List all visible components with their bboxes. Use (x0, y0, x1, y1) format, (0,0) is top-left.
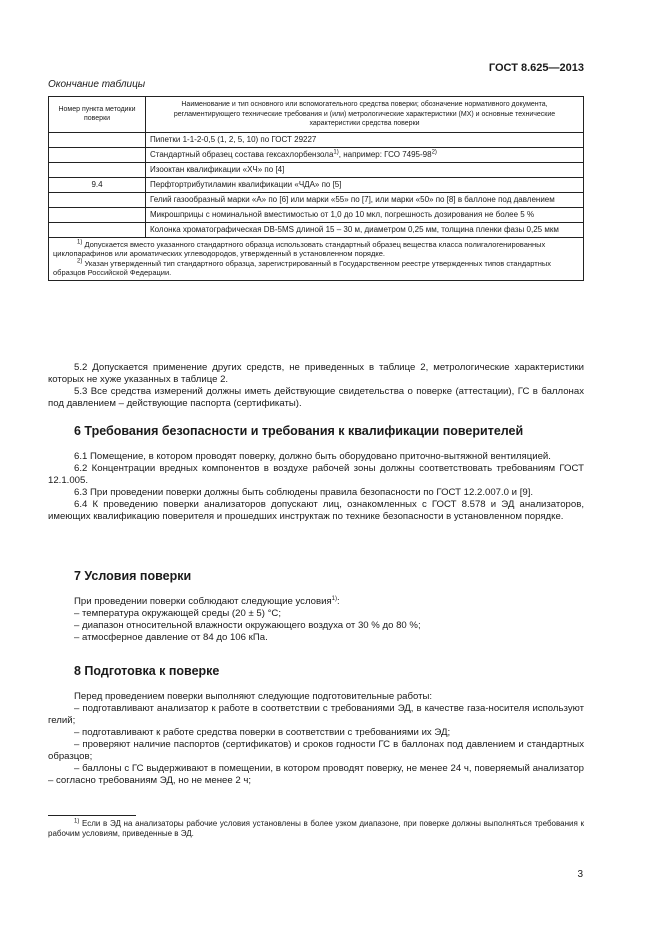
equipment-cell: Пипетки 1-1-2-0,5 (1, 2, 5, 10) по ГОСТ 29227 (146, 132, 584, 147)
section-6 (48, 425, 584, 523)
item-cell (49, 162, 146, 177)
item-cell: 9.4 (49, 177, 146, 192)
footnote-text: Допускается вместо указанного стандартного образца использовать стандартный образец вещества класса полигалогенированных циклопарафинов или ароматических углеводородов, утвержденный в установленном порядке. (53, 239, 546, 258)
col-header-item: Номер пункта методики поверки (49, 97, 146, 133)
list-item: – баллоны с ГС выдерживают в помещении, в котором проводят поверку, не менее 24 ч, поверяемый анализатор – согласно требованиям ЭД, но не менее 2 ч; (48, 763, 584, 786)
section-7 (48, 570, 584, 644)
equipment-cell: Колонка хроматографическая DB-5MS длиной 15 – 30 м, диаметром 0,25 мм, толщина пленки фазы 0,25 мкм (146, 222, 584, 237)
table-footnotes (49, 237, 584, 280)
item-cell (49, 207, 146, 222)
paragraph: 6.2 Концентрации вредных компонентов в воздухе рабочей зоны должны соответствовать требованиям ГОСТ 12.1.005. (48, 463, 584, 486)
page-footnote (48, 819, 584, 839)
item-cell (49, 192, 146, 207)
table-row (49, 222, 584, 237)
paragraph: 5.3 Все средства измерений должны иметь действующие свидетельства о поверке (аттестации), ГС в баллонах под давлением – действующие паспорта (сертификаты). (48, 386, 584, 409)
text: При проведении поверки соблюдают следующие условия (74, 596, 332, 607)
table-row (49, 162, 584, 177)
table-row (49, 192, 584, 207)
table-row (49, 132, 584, 147)
equipment-cell: Гелий газообразный марки «А» по [6] или марки «55» по [7], или марки «50» по [8] в баллоне под давлением (146, 192, 584, 207)
list-item: – температура окружающей среды (20 ± 5) °С; (74, 608, 282, 619)
table-continuation-label: Окончание таблицы (48, 79, 146, 90)
standard-number: ГОСТ 8.625—2013 (488, 62, 584, 74)
footnote-mark: 1) (74, 818, 80, 825)
table-footnote (53, 259, 579, 278)
cell-text: Стандартный образец состава гексахлорбензола (150, 149, 334, 159)
list-item: – атмосферное давление от 84 до 106 кПа. (74, 632, 268, 643)
footnote-mark: 1) (77, 239, 83, 245)
paragraph: 6.3 При проведении поверки должны быть соблюдены правила безопасности по ГОСТ 12.2.007.0 и [9]. (74, 487, 534, 498)
cell-text: , например: ГСО 7495-98 (338, 149, 432, 159)
list-item: – подготавливают анализатор к работе в соответствии с требованиями ЭД, в качестве газа-носителя используют гелий; (48, 703, 584, 726)
section-heading: 6 Требования безопасности и требования к квалификации поверителей (74, 424, 524, 438)
equipment-cell: Микрошприцы с номинальной вместимостью от 1,0 до 10 мкл, погрешность дозирования не более 5 % (146, 207, 584, 222)
section-heading: 8 Подготовка к поверке (74, 664, 220, 678)
paragraph: Перед проведением поверки выполняют следующие подготовительные работы: (74, 691, 433, 702)
table-row (49, 147, 584, 162)
list-item: – диапазон относительной влажности окружающего воздуха от 30 % до 80 %; (74, 620, 421, 631)
table-footnote (53, 240, 579, 259)
footnote-mark: 2) (77, 258, 83, 264)
item-cell (49, 222, 146, 237)
item-cell (49, 147, 146, 162)
footnote-text: Если в ЭД на анализаторы рабочие условия установлены в более узком диапазоне, при поверке должны выполняться требования к рабочим условиям, приведенные в ЭД. (48, 819, 584, 838)
footnote-mark: 1) (331, 595, 338, 602)
equipment-cell (146, 147, 584, 162)
table-row (49, 177, 584, 192)
list-item: – проверяют наличие паспортов (сертификатов) и сроков годности ГС в баллонах под давлением и стандартных образцов; (48, 739, 584, 762)
equipment-cell: Перфтортрибутиламин квалификации «ЧДА» по [5] (146, 177, 584, 192)
paragraph: 6.4 К проведению поверки анализаторов допускают лиц, ознакомленных с ГОСТ 8.578 и ЭД анализаторов, имеющих квалификацию поверителя и прошедших инструктаж по технике безопасности в установленном порядке. (48, 499, 584, 522)
section-heading: 7 Условия поверки (74, 569, 192, 583)
footnote-mark: 2) (431, 148, 437, 155)
equipment-table (48, 96, 584, 281)
col-header-equipment: Наименование и тип основного или вспомогательного средства поверки; обозначение нормативного документа, регламентирующего технические требования и (или) метрологические характеристики (МХ) и основные технические характеристики средства поверки (146, 97, 584, 133)
paragraph: 6.1 Помещение, в котором проводят поверку, должно быть оборудовано приточно-вытяжной вентиляцией. (74, 451, 551, 462)
section-8 (48, 665, 584, 787)
paragraph: При проведении поверки соблюдают следующие условия$^{1)}$: (74, 595, 340, 607)
section-5-continued (48, 362, 584, 410)
footnote-text: Указан утвержденный тип стандартного образца, зарегистрированный в Государственном реестре утвержденных типов стандартных образцов Российской Федерации. (53, 258, 552, 277)
table-row (49, 207, 584, 222)
table-header-row (49, 97, 584, 133)
page-number: 3 (577, 869, 583, 880)
footnote-mark: 1) (333, 148, 339, 155)
item-cell (49, 132, 146, 147)
footnote-divider (48, 815, 136, 816)
equipment-cell: Изооктан квалификации «ХЧ» по [4] (146, 162, 584, 177)
table-footnotes-row (49, 237, 584, 280)
list-item: – подготавливают к работе средства поверки в соответствии с требованиями их ЭД; (74, 727, 451, 738)
paragraph: 5.2 Допускается применение других средств, не приведенных в таблице 2, метрологические характеристики которых не хуже указанных в таблице 2. (48, 362, 584, 385)
